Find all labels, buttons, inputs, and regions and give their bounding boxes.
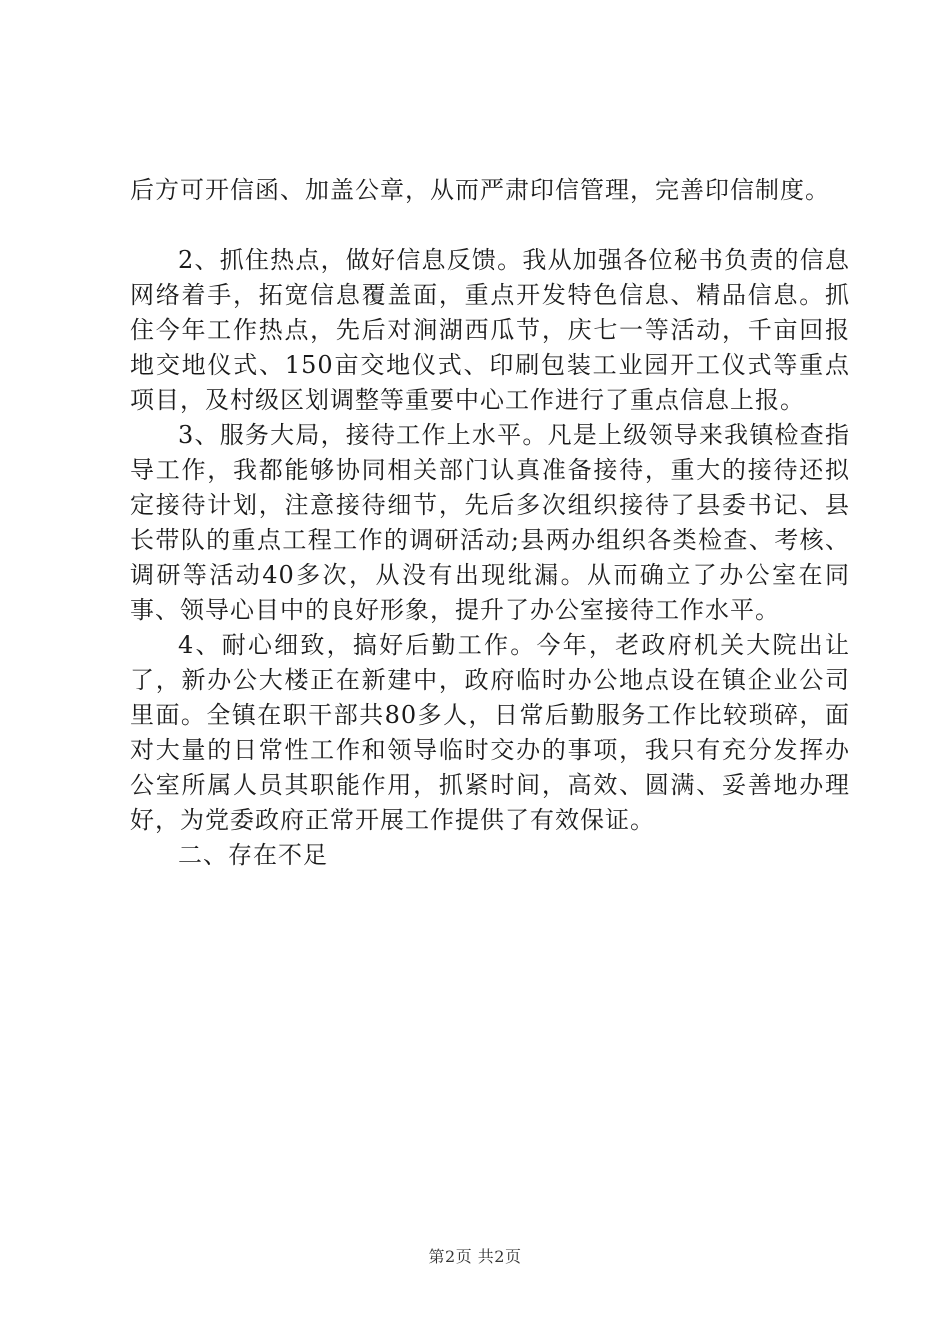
- paragraph-logistics-work: 4、耐心细致，搞好后勤工作。今年，老政府机关大院出让了，新办公大楼正在新建中，政府临时办公地点设在镇企业公司里面。全镇在职干部共80多人，日常后勤服务工作比较琐碎，面对大量的日常性工作和领导临时交办的事项，我只有充分发挥办公室所属人员其职能作用，抓紧时间，高效、圆满、妥善地办理好，为党委政府正常开展工作提供了有效保证。: [130, 631, 850, 834]
- paragraph-info-feedback: 2、抓住热点，做好信息反馈。我从加强各位秘书负责的信息网络着手，拓宽信息覆盖面，重点开发特色信息、精品信息。抓住今年工作热点，先后对涧湖西瓜节，庆七一等活动，千亩回报地交地仪式、150亩交地仪式、印刷包装工业园开工仪式等重点项目，及村级区划调整等重要中心工作进行了重点信息上报。: [130, 246, 850, 414]
- section-heading-shortcomings: 二、存在不足: [178, 841, 328, 869]
- document-body: [130, 173, 850, 873]
- paragraph-reception-work: 3、服务大局，接待工作上水平。凡是上级领导来我镇检查指导工作，我都能够协同相关部门认真准备接待，重大的接待还拟定接待计划，注意接待细节，先后多次组织接待了县委书记、县长带队的重点工程工作的调研活动;县两办组织各类检查、考核、调研等活动40多次，从没有出现纰漏。从而确立了办公室在同事、领导心目中的良好形象，提升了办公室接待工作水平。: [130, 421, 850, 624]
- page-footer: 第2页 共2页: [428, 1247, 522, 1266]
- paragraph-continuation: 后方可开信函、加盖公章，从而严肃印信管理，完善印信制度。: [130, 176, 830, 204]
